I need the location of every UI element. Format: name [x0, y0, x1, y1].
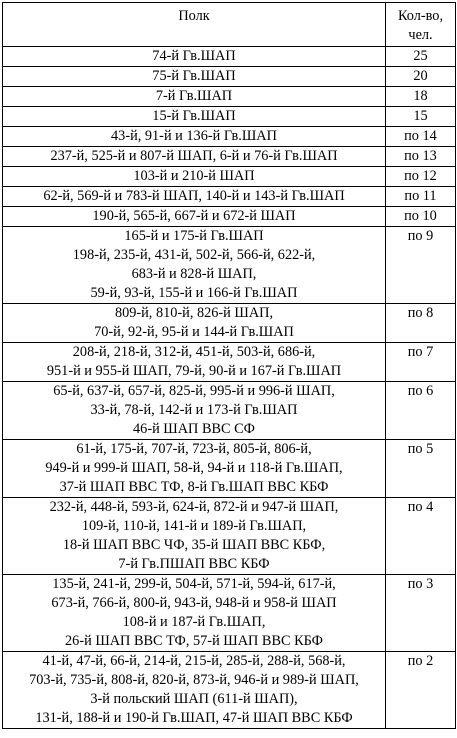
header-row — [3, 3, 456, 47]
table-row — [3, 343, 456, 382]
count-value: по 4 — [407, 499, 434, 515]
regiment-line: 7-й Гв.ПШАП ВВС КБФ — [118, 556, 270, 572]
count-cell — [386, 87, 456, 107]
table-row — [3, 47, 456, 67]
regiment-cell — [3, 187, 386, 207]
count-value: по 10 — [404, 208, 437, 224]
regiments-table — [2, 2, 456, 729]
count-cell — [386, 382, 456, 440]
table-row — [3, 304, 456, 343]
count-value: по 6 — [407, 383, 434, 399]
count-cell — [386, 47, 456, 67]
regiment-line: 237-й, 525-й и 807-й ШАП, 6-й и 76-й Гв.ШАП — [50, 148, 338, 164]
regiment-column-header — [3, 3, 386, 47]
count-cell — [386, 127, 456, 147]
count-cell — [386, 167, 456, 187]
regiment-line: 108-й и 187-й Гв.ШАП, — [122, 614, 266, 630]
regiment-cell — [3, 67, 386, 87]
table-body — [3, 47, 456, 729]
regiment-cell — [3, 127, 386, 147]
table-row — [3, 107, 456, 127]
count-value: 20 — [413, 68, 428, 84]
count-cell — [386, 107, 456, 127]
regiment-line: 70-й, 92-й, 95-й и 144-й Гв.ШАП — [94, 324, 294, 340]
regiment-line: 65-й, 637-й, 657-й, 825-й, 995-й и 996-й ШАП, — [53, 383, 335, 399]
regiment-cell — [3, 47, 386, 67]
regiment-line: 41-й, 47-й, 66-й, 214-й, 215-й, 285-й, 288-й, 568-й, — [42, 653, 346, 669]
regiment-cell — [3, 167, 386, 187]
regiment-line: 26-й ШАП ВВС ТФ, 57-й ШАП ВВС КБФ — [65, 633, 323, 649]
regiment-cell — [3, 498, 386, 575]
count-value: по 3 — [407, 576, 434, 592]
regiment-line: 75-й Гв.ШАП — [152, 68, 236, 84]
table-row — [3, 207, 456, 227]
regiment-line: 74-й Гв.ШАП — [152, 48, 236, 64]
regiment-line: 109-й, 110-й, 141-й и 189-й Гв.ШАП, — [81, 518, 307, 534]
regiment-line: 37-й ШАП ВВС ТФ, 8-й Гв.ШАП ВВС КБФ — [59, 479, 329, 495]
count-value: 15 — [413, 108, 428, 124]
count-value: 18 — [413, 88, 428, 104]
count-value: по 9 — [407, 228, 434, 244]
regiment-cell — [3, 575, 386, 652]
regiment-cell — [3, 304, 386, 343]
regiment-cell — [3, 87, 386, 107]
count-cell — [386, 147, 456, 167]
count-value: по 8 — [407, 305, 434, 321]
table-row — [3, 147, 456, 167]
count-cell — [386, 227, 456, 304]
table-row — [3, 227, 456, 304]
regiment-cell — [3, 107, 386, 127]
count-value: 25 — [413, 48, 428, 64]
table-row — [3, 87, 456, 107]
count-cell — [386, 652, 456, 729]
regiment-line: 61-й, 175-й, 707-й, 723-й, 805-й, 806-й, — [76, 441, 312, 457]
count-cell — [386, 575, 456, 652]
regiment-line: 208-й, 218-й, 312-й, 451-й, 503-й, 686-й, — [72, 344, 316, 360]
count-cell — [386, 304, 456, 343]
regiment-cell — [3, 382, 386, 440]
regiment-line: 683-й и 828-й ШАП, — [131, 266, 257, 282]
count-value: по 2 — [407, 653, 434, 669]
count-header-line-2: чел. — [408, 27, 433, 43]
table-row — [3, 127, 456, 147]
regiment-line: 232-й, 448-й, 593-й, 624-й, 872-й и 947-й ШАП, — [49, 499, 339, 515]
table-row — [3, 498, 456, 575]
regiment-line: 103-й и 210-й ШАП — [133, 168, 255, 184]
count-value: по 5 — [407, 441, 434, 457]
regiment-line: 165-й и 175-й Гв.ШАП — [124, 228, 264, 244]
regiment-line: 33-й, 78-й, 142-й и 173-й Гв.ШАП — [90, 402, 298, 418]
regiment-cell — [3, 227, 386, 304]
count-cell — [386, 207, 456, 227]
regiment-line: 43-й, 91-й и 136-й Гв.ШАП — [111, 128, 277, 144]
regiment-line: 18-й ШАП ВВС ЧФ, 35-й ШАП ВВС КБФ, — [62, 537, 326, 553]
count-cell — [386, 67, 456, 87]
regiment-line: 135-й, 241-й, 299-й, 504-й, 571-й, 594-й, 617-й, — [52, 576, 336, 592]
regiment-header-text: Полк — [178, 8, 210, 24]
regiment-line: 59-й, 93-й, 155-й и 166-й Гв.ШАП — [90, 285, 298, 301]
regiment-line: 15-й Гв.ШАП — [152, 108, 236, 124]
count-value: по 13 — [404, 148, 437, 164]
count-value: по 14 — [404, 128, 437, 144]
table-row — [3, 67, 456, 87]
regiment-line: 3-й польский ШАП (611-й ШАП), — [90, 691, 298, 707]
count-value: по 12 — [404, 168, 437, 184]
count-value: по 11 — [404, 188, 437, 204]
regiment-cell — [3, 343, 386, 382]
table-row — [3, 382, 456, 440]
regiment-line: 703-й, 735-й, 808-й, 820-й, 873-й, 946-й и 989-й ШАП, — [29, 672, 359, 688]
count-cell — [386, 498, 456, 575]
regiment-line: 190-й, 565-й, 667-й и 672-й ШАП — [92, 208, 296, 224]
table-row — [3, 652, 456, 729]
table-row — [3, 440, 456, 498]
count-header-line-1: Кол-во, — [397, 8, 444, 24]
regiment-line: 46-й ШАП ВВС СФ — [133, 421, 255, 437]
count-cell — [386, 343, 456, 382]
table-row — [3, 167, 456, 187]
regiment-line: 62-й, 569-й и 783-й ШАП, 140-й и 143-й Гв.ШАП — [43, 188, 345, 204]
regiment-line: 131-й, 188-й и 190-й Гв.ШАП, 47-й ШАП ВВС КБФ — [35, 710, 353, 726]
count-cell — [386, 187, 456, 207]
regiment-cell — [3, 652, 386, 729]
regiment-line: 673-й, 766-й, 800-й, 943-й, 948-й и 958-й ШАП — [51, 595, 337, 611]
regiment-line: 951-й и 955-й ШАП, 79-й, 90-й и 167-й Гв.ШАП — [46, 363, 342, 379]
table-row — [3, 187, 456, 207]
count-cell — [386, 440, 456, 498]
regiment-line: 7-й Гв.ШАП — [155, 88, 233, 104]
regiment-line: 809-й, 810-й, 826-й ШАП, — [114, 305, 274, 321]
regiment-line: 949-й и 999-й ШАП, 58-й, 94-й и 118-й Гв.ШАП, — [45, 460, 343, 476]
regiment-cell — [3, 207, 386, 227]
table-row — [3, 575, 456, 652]
count-column-header — [386, 3, 456, 47]
regiment-cell — [3, 440, 386, 498]
count-value: по 7 — [407, 344, 434, 360]
regiment-line: 198-й, 235-й, 431-й, 502-й, 566-й, 622-й, — [72, 247, 316, 263]
regiment-cell — [3, 147, 386, 167]
